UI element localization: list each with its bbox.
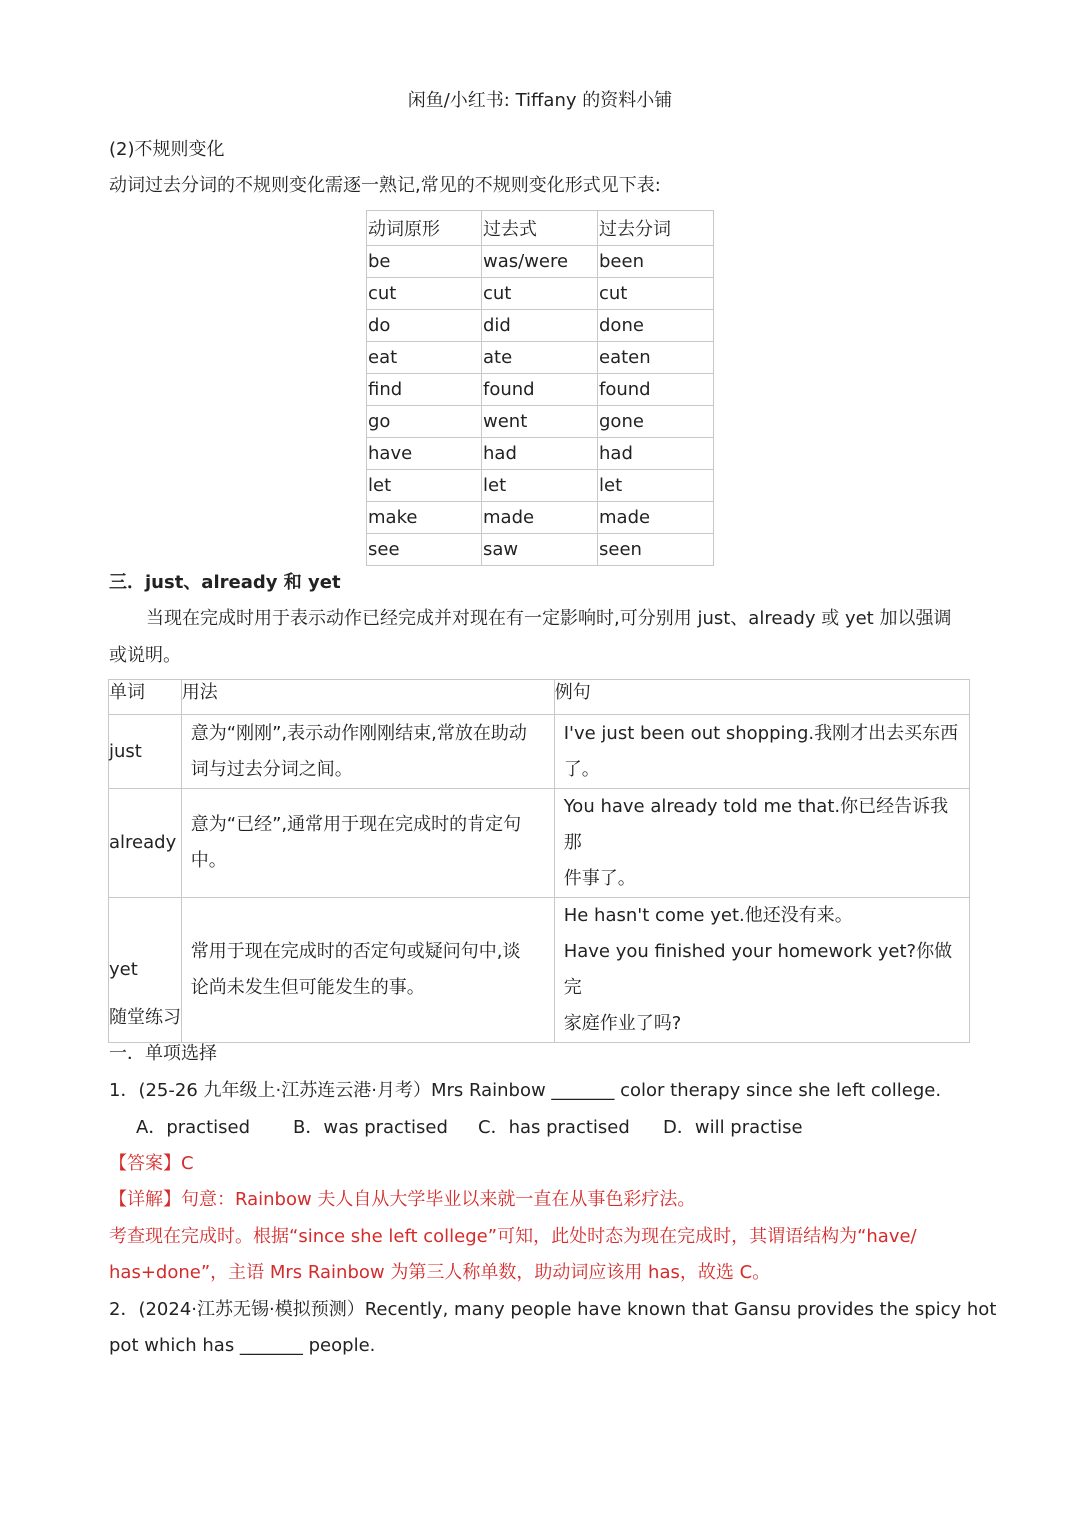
usage-description-line: 论尚未发生但可能发生的事。 xyxy=(190,977,425,998)
verb-table-cell: did xyxy=(482,310,598,342)
section-title-irregular: (2)不规则变化 xyxy=(109,139,225,160)
section3-paragraph-line2: 或说明。 xyxy=(109,645,181,666)
usage-table-row xyxy=(109,789,970,898)
verb-table-cell: saw xyxy=(482,534,598,566)
verb-table-cell: let xyxy=(367,470,482,502)
verb-table-cell: found xyxy=(482,374,598,406)
verb-table-cell: cut xyxy=(482,278,598,310)
usage-description-cell xyxy=(181,715,554,789)
verb-table-cell: do xyxy=(367,310,482,342)
verb-table-row xyxy=(367,342,714,374)
section-title-just-already-yet: 三．just、already 和 yet xyxy=(109,572,341,593)
usage-table xyxy=(108,679,970,1043)
verb-table-row xyxy=(367,246,714,278)
usage-description-line: 意为“已经”,通常用于现在完成时的肯定句 xyxy=(190,814,522,835)
question-1-option-d: D．will practise xyxy=(663,1117,803,1138)
verb-table-cell: cut xyxy=(598,278,714,310)
verb-table-cell: had xyxy=(598,438,714,470)
verb-table-cell: seen xyxy=(598,534,714,566)
verb-table-cell: found xyxy=(598,374,714,406)
question-1-detail-line3: has+done”，主语 Mrs Rainbow 为第三人称单数，助动词应该用 has，故选 C。 xyxy=(109,1262,771,1283)
question-1-option-a: A．practised xyxy=(136,1117,251,1138)
question-2-line1: 2．(2024·江苏无锡·模拟预测）Recently, many people have known that Gansu provides the spicy hot xyxy=(109,1299,997,1320)
verb-table-cell: go xyxy=(367,406,482,438)
verb-table-row xyxy=(367,502,714,534)
verb-table-cell: was/were xyxy=(482,246,598,278)
usage-example-line: 家庭作业了吗? xyxy=(563,1013,682,1034)
verb-table-row xyxy=(367,278,714,310)
verb-table-header-cell: 动词原形 xyxy=(367,211,482,246)
verb-table-cell: be xyxy=(367,246,482,278)
usage-example-line: I've just been out shopping.我刚才出去买东西 xyxy=(563,722,959,744)
usage-description-line: 词与过去分词之间。 xyxy=(190,758,353,780)
usage-example-line: 了。 xyxy=(563,758,600,780)
verb-table-cell: done xyxy=(598,310,714,342)
question-1-stem: 1．(25-26 九年级上·江苏连云港·月考）Mrs Rainbow _______ color therapy since she left college. xyxy=(109,1080,942,1101)
question-1-option-b: B．was practised xyxy=(293,1117,448,1138)
question-1-option-c: C．has practised xyxy=(478,1117,630,1138)
usage-description-line: 意为“刚刚”,表示动作刚刚结束,常放在助动 xyxy=(190,722,527,744)
usage-table-header-row xyxy=(109,680,970,715)
usage-example-line: 件事了。 xyxy=(563,868,636,889)
verb-table-cell: eaten xyxy=(598,342,714,374)
question-1-answer: 【答案】C xyxy=(109,1153,194,1174)
usage-word-cell: just xyxy=(109,715,182,789)
usage-example-line: You have already told me that.你已经告诉我那 xyxy=(563,796,949,853)
question-1-detail-line2: 考查现在完成时。根据“since she left college”可知，此处时态为现在完成时，其谓语结构为“have/ xyxy=(109,1226,917,1247)
verb-table-cell: went xyxy=(482,406,598,438)
verb-table-cell: ate xyxy=(482,342,598,374)
verb-table-cell: made xyxy=(598,502,714,534)
verb-table-cell: eat xyxy=(367,342,482,374)
question-2-line2: pot which has _______ people. xyxy=(109,1335,376,1356)
page-header: 闲鱼/小红书: Tiffany 的资料小铺 xyxy=(407,90,673,111)
irregular-verb-table xyxy=(366,210,714,566)
usage-word-cell: yet xyxy=(109,898,182,1043)
usage-example-cell xyxy=(554,715,969,789)
usage-description-line: 中。 xyxy=(190,850,227,871)
verb-table-cell: let xyxy=(598,470,714,502)
section3-paragraph-line1: 当现在完成时用于表示动作已经完成并对现在有一定影响时,可分别用 just、already 或 yet 加以强调 xyxy=(146,608,952,629)
verb-table-row xyxy=(367,310,714,342)
verb-table-cell: see xyxy=(367,534,482,566)
verb-table-cell: had xyxy=(482,438,598,470)
usage-example-line: He hasn't come yet.他还没有来。 xyxy=(563,905,853,926)
verb-table-cell: gone xyxy=(598,406,714,438)
usage-table-header-cell: 用法 xyxy=(181,680,554,715)
usage-example-line: Have you finished your homework yet?你做完 xyxy=(563,941,953,998)
usage-table-header-cell: 单词 xyxy=(109,680,182,715)
question-1-detail-line1: 【详解】句意：Rainbow 夫人自从大学毕业以来就一直在从事色彩疗法。 xyxy=(109,1189,696,1210)
verb-table-header-cell: 过去式 xyxy=(482,211,598,246)
verb-table-cell: make xyxy=(367,502,482,534)
usage-word-cell: already xyxy=(109,789,182,898)
verb-table-row xyxy=(367,534,714,566)
verb-table-header-row xyxy=(367,211,714,246)
section-intro: 动词过去分词的不规则变化需逐一熟记,常见的不规则变化形式见下表: xyxy=(109,175,661,196)
usage-table-row xyxy=(109,715,970,789)
usage-table-row xyxy=(109,898,970,1043)
verb-table-header-cell: 过去分词 xyxy=(598,211,714,246)
practice-title: 随堂练习 xyxy=(109,1007,181,1028)
verb-table-row xyxy=(367,438,714,470)
verb-table-row xyxy=(367,406,714,438)
verb-table-cell: cut xyxy=(367,278,482,310)
usage-description-cell xyxy=(181,789,554,898)
verb-table-cell: find xyxy=(367,374,482,406)
usage-table-header-cell: 例句 xyxy=(554,680,969,715)
usage-example-cell xyxy=(554,898,969,1043)
verb-table-cell: have xyxy=(367,438,482,470)
verb-table-row xyxy=(367,470,714,502)
verb-table-cell: let xyxy=(482,470,598,502)
verb-table-row xyxy=(367,374,714,406)
verb-table-cell: been xyxy=(598,246,714,278)
usage-example-cell xyxy=(554,789,969,898)
verb-table-cell: made xyxy=(482,502,598,534)
practice-subtitle: 一．单项选择 xyxy=(109,1043,217,1064)
usage-description-line: 常用于现在完成时的否定句或疑问句中,谈 xyxy=(190,941,521,962)
usage-description-cell xyxy=(181,898,554,1043)
